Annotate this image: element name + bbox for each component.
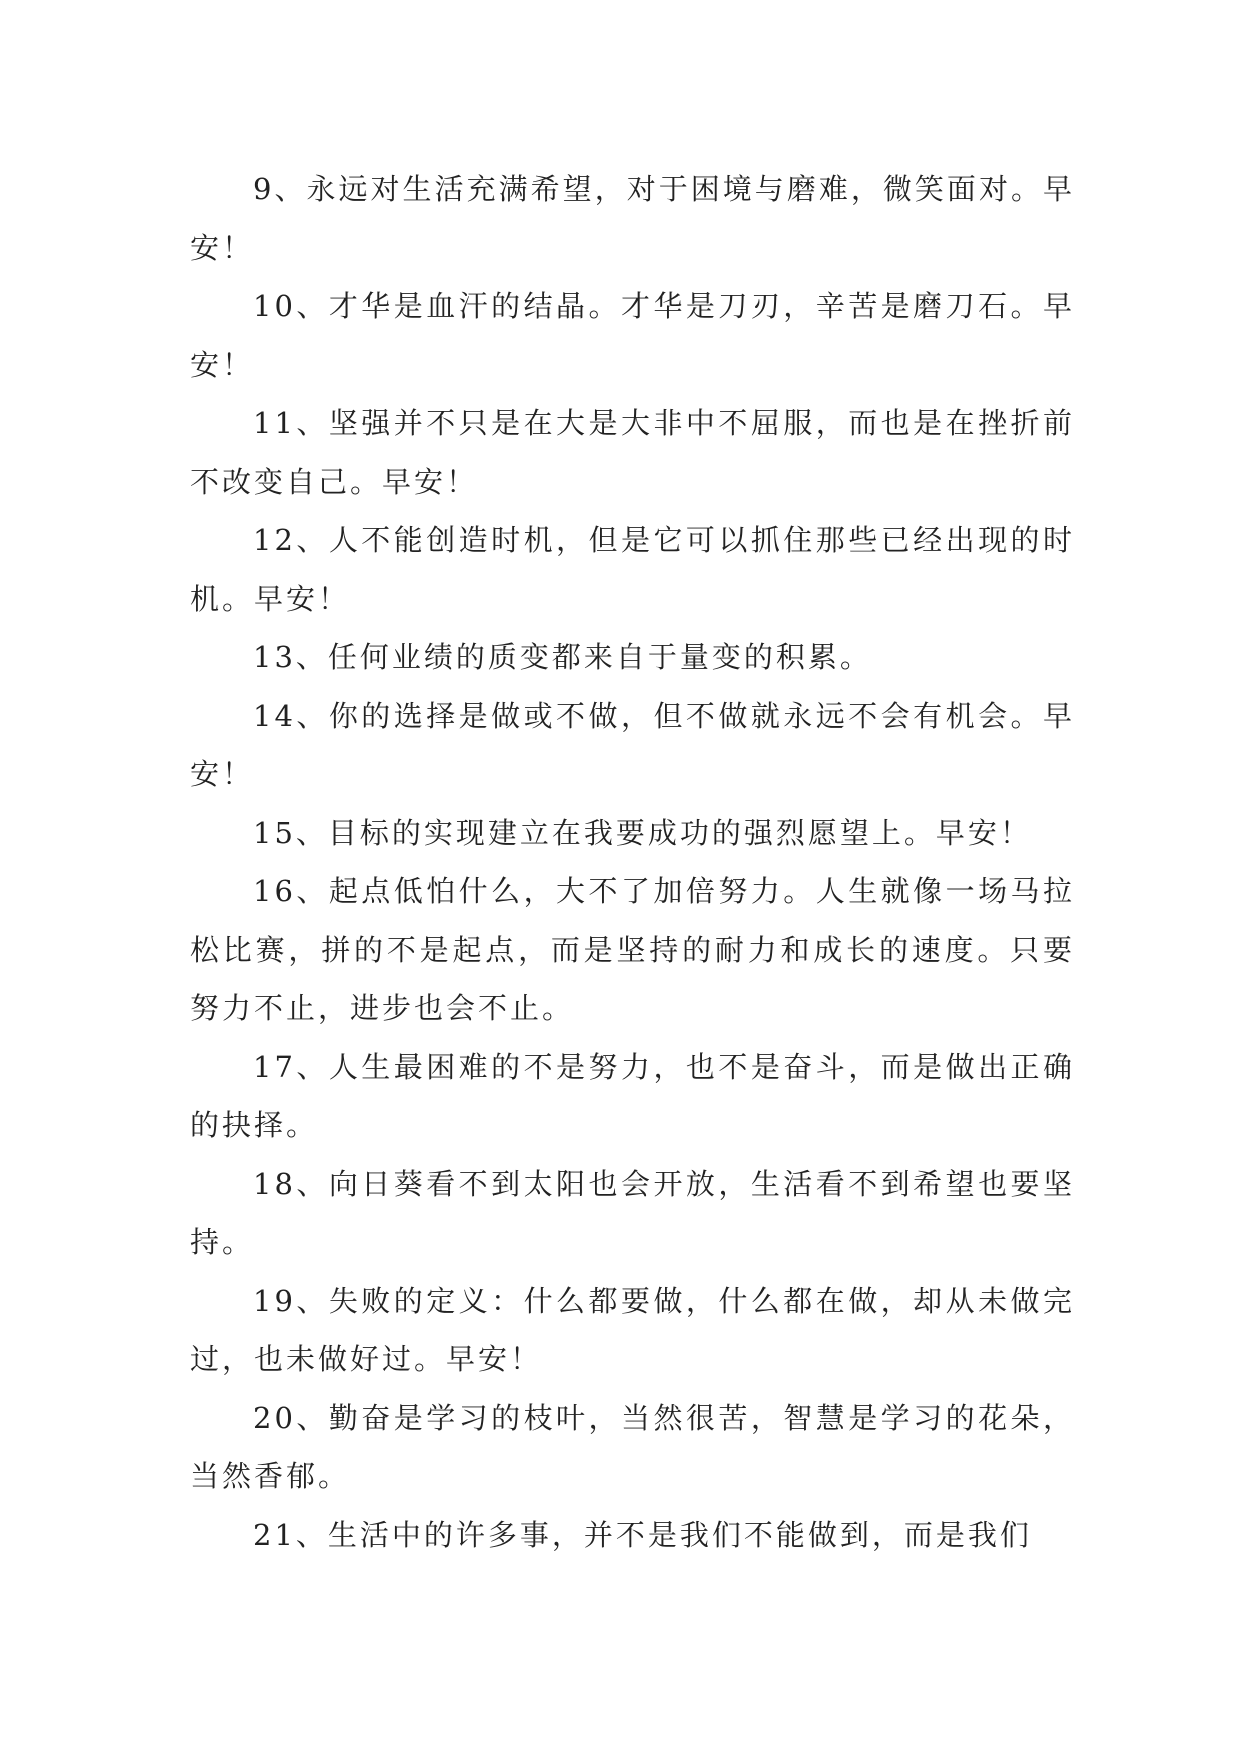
paragraph-9: 9、永远对生活充满希望，对于困境与磨难，微笑面对。早安！ — [190, 172, 1075, 265]
paragraph-12: 12、人不能创造时机，但是它可以抓住那些已经出现的时机。早安！ — [190, 523, 1075, 616]
paragraph-20: 20、勤奋是学习的枝叶，当然很苦，智慧是学习的花朵，当然香郁。 — [190, 1400, 1075, 1493]
paragraph-21: 21、生活中的许多事，并不是我们不能做到，而是我们 — [253, 1517, 1032, 1552]
paragraph-19: 19、失败的定义：什么都要做，什么都在做，却从未做完过，也未做好过。早安！ — [190, 1283, 1075, 1376]
paragraph-16: 16、起点低怕什么，大不了加倍努力。人生就像一场马拉松比赛，拼的不是起点，而是坚持的耐力和成长的速度。只要努力不止，进步也会不止。 — [190, 874, 1075, 1025]
paragraph-18: 18、向日葵看不到太阳也会开放，生活看不到希望也要坚持。 — [190, 1166, 1075, 1259]
paragraph-13: 13、任何业绩的质变都来自于量变的积累。 — [253, 640, 872, 674]
paragraph-17: 17、人生最困难的不是努力，也不是奋斗，而是做出正确的抉择。 — [190, 1049, 1075, 1142]
paragraph-15: 15、目标的实现建立在我要成功的强烈愿望上。早安！ — [253, 815, 1032, 850]
paragraph-10: 10、才华是血汗的结晶。才华是刀刃，辛苦是磨刀石。早安！ — [190, 289, 1075, 382]
paragraph-14: 14、你的选择是做或不做，但不做就永远不会有机会。早安！ — [190, 698, 1075, 791]
document-body — [190, 160, 1075, 1564]
paragraph-11: 11、坚强并不只是在大是大非中不屈服，而也是在挫折前不改变自己。早安！ — [190, 406, 1075, 499]
